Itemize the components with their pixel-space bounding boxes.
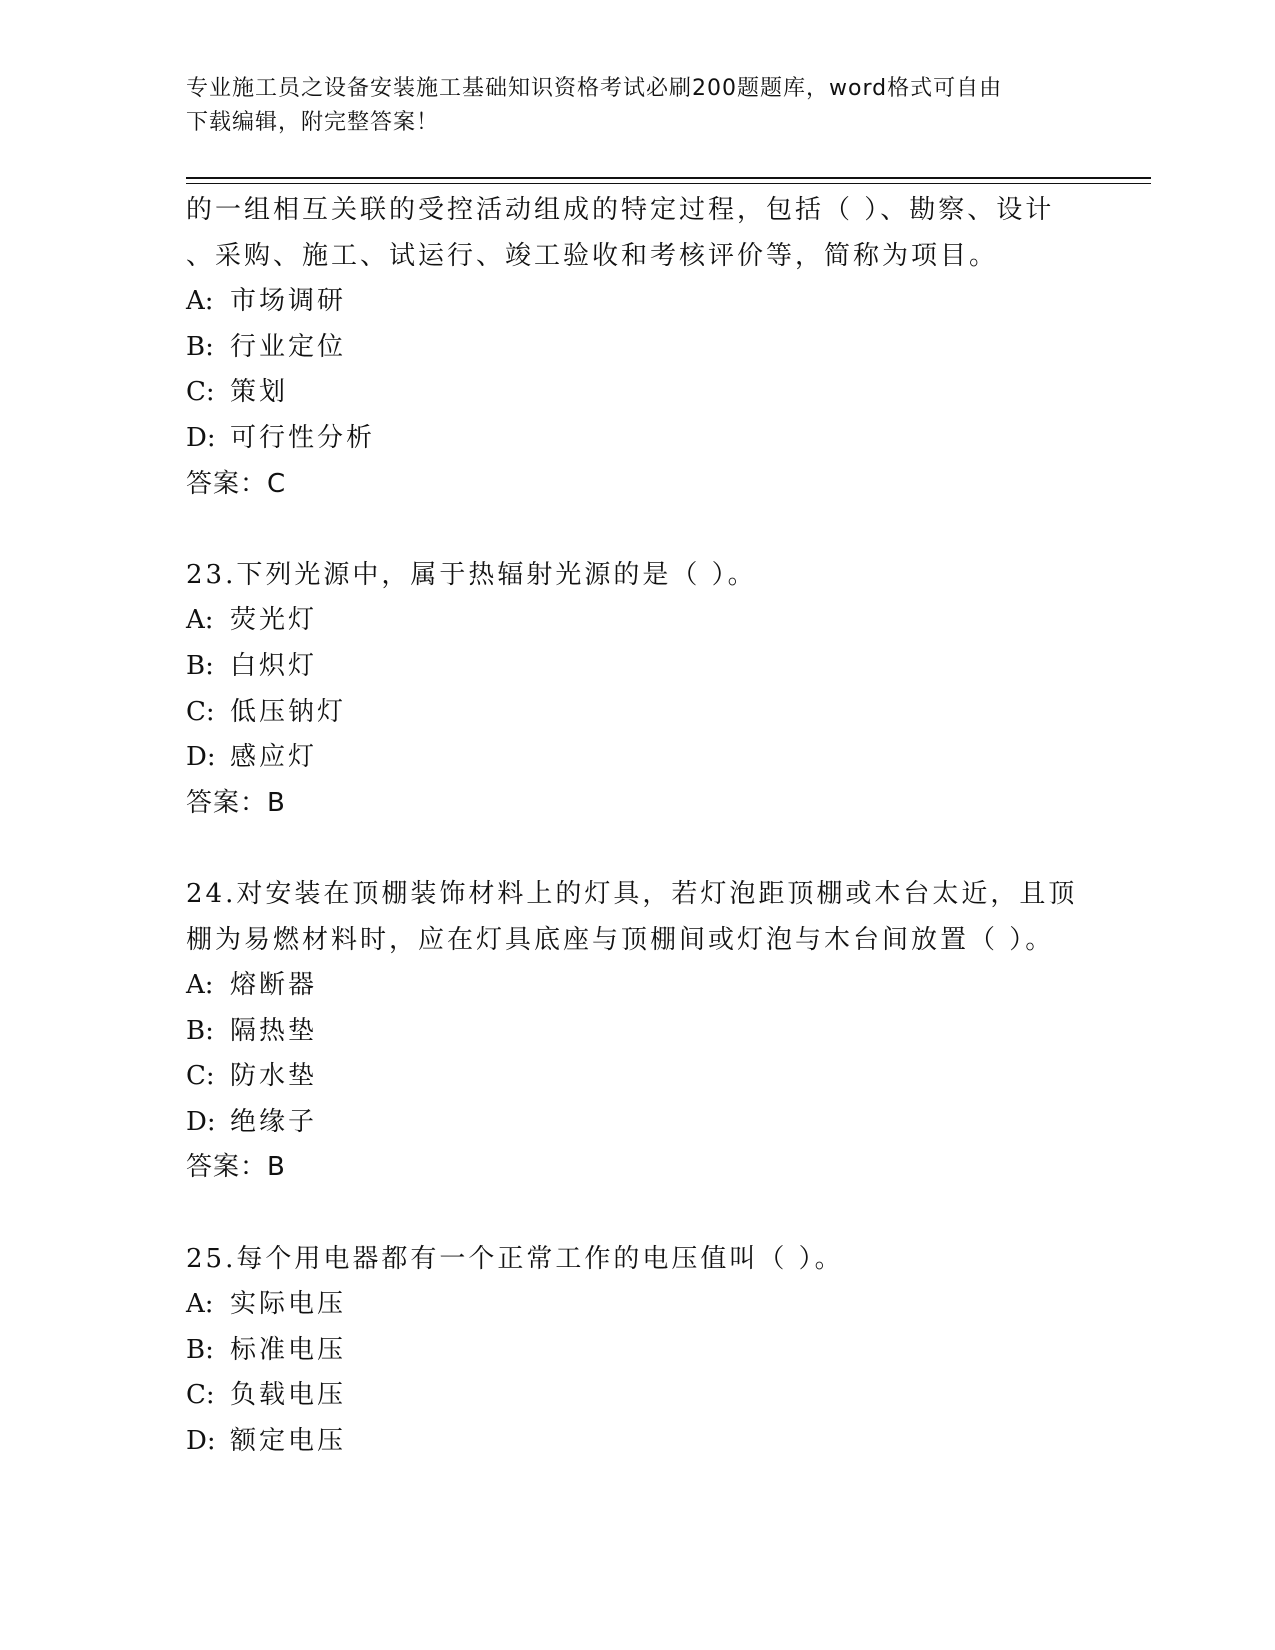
- option-text: 标准电压: [230, 1334, 347, 1365]
- option-text: 实际电压: [230, 1289, 347, 1320]
- option-d: [186, 1100, 1086, 1146]
- option-label: D:: [186, 1106, 216, 1137]
- option-label: A:: [186, 1289, 214, 1320]
- option-label: B:: [186, 331, 214, 362]
- question-stem-line: 的一组相互关联的受控活动组成的特定过程，包括（ ）、勘察、设计: [186, 195, 1055, 225]
- option-text: 低压钠灯: [230, 696, 347, 727]
- option-label: C:: [186, 1061, 215, 1092]
- option-label: B:: [186, 1334, 214, 1365]
- answer-line: 答案：C: [186, 468, 287, 499]
- option-c: [186, 690, 1086, 736]
- question-spacer: [186, 507, 1086, 553]
- question-25: [186, 1237, 1086, 1465]
- question-spacer: [186, 1191, 1086, 1237]
- option-b: [186, 1009, 1086, 1055]
- option-d: [186, 416, 1086, 462]
- option-label: C:: [186, 1380, 215, 1411]
- option-label: D:: [186, 742, 216, 773]
- option-text: 可行性分析: [230, 422, 376, 453]
- option-label: D:: [186, 1426, 216, 1457]
- option-d: [186, 735, 1086, 781]
- option-text: 熔断器: [230, 970, 318, 1001]
- answer-line: 答案：B: [186, 1152, 286, 1183]
- option-text: 行业定位: [230, 331, 347, 362]
- option-label: D:: [186, 422, 216, 453]
- header-divider-thin: [186, 183, 1151, 184]
- option-text: 隔热垫: [230, 1015, 318, 1046]
- option-d: [186, 1419, 1086, 1465]
- option-text: 绝缘子: [230, 1106, 318, 1137]
- option-label: C:: [186, 696, 215, 727]
- option-a: [186, 279, 1086, 325]
- question-23: [186, 553, 1086, 827]
- option-text: 白炽灯: [230, 650, 318, 681]
- option-label: B:: [186, 650, 214, 681]
- answer-line: 答案：B: [186, 787, 286, 818]
- option-b: [186, 325, 1086, 371]
- option-text: 防水垫: [230, 1061, 318, 1092]
- question-spacer: [186, 826, 1086, 872]
- question-stem-line: 23.下列光源中，属于热辐射光源的是（ ）。: [186, 559, 757, 590]
- option-text: 策划: [230, 377, 289, 408]
- option-label: A:: [186, 970, 214, 1001]
- document-header: [186, 72, 1086, 140]
- header-divider-thick: [186, 177, 1151, 179]
- option-label: A:: [186, 605, 214, 636]
- header-title-line-1: 专业施工员之设备安装施工基础知识资格考试必刷200题题库，word格式可自由: [186, 76, 1003, 101]
- option-text: 荧光灯: [230, 605, 318, 636]
- option-a: [186, 963, 1086, 1009]
- option-label: A:: [186, 286, 214, 317]
- question-stem-line: 25.每个用电器都有一个正常工作的电压值叫（ ）。: [186, 1243, 844, 1274]
- question-24: [186, 872, 1086, 1191]
- option-b: [186, 644, 1086, 690]
- option-text: 负载电压: [230, 1380, 347, 1411]
- option-a: [186, 598, 1086, 644]
- header-title-line-2: 下载编辑，附完整答案！: [186, 110, 440, 135]
- option-text: 额定电压: [230, 1426, 347, 1457]
- question-stem-line: 棚为易燃材料时，应在灯具底座与顶棚间或灯泡与木台间放置（ ）。: [186, 924, 1055, 955]
- question-list: [186, 188, 1086, 1465]
- option-c: [186, 1373, 1086, 1419]
- option-text: 感应灯: [230, 742, 318, 773]
- option-c: [186, 1054, 1086, 1100]
- option-a: [186, 1282, 1086, 1328]
- option-c: [186, 370, 1086, 416]
- question-stem-line: 、采购、施工、试运行、竣工验收和考核评价等，简称为项目。: [186, 240, 999, 271]
- option-label: C:: [186, 377, 215, 408]
- question-stem-line: 24.对安装在顶棚装饰材料上的灯具，若灯泡距顶棚或木台太近，且顶: [186, 878, 1078, 909]
- option-text: 市场调研: [230, 286, 347, 317]
- option-label: B:: [186, 1015, 214, 1046]
- option-b: [186, 1328, 1086, 1374]
- question-22: [186, 188, 1086, 507]
